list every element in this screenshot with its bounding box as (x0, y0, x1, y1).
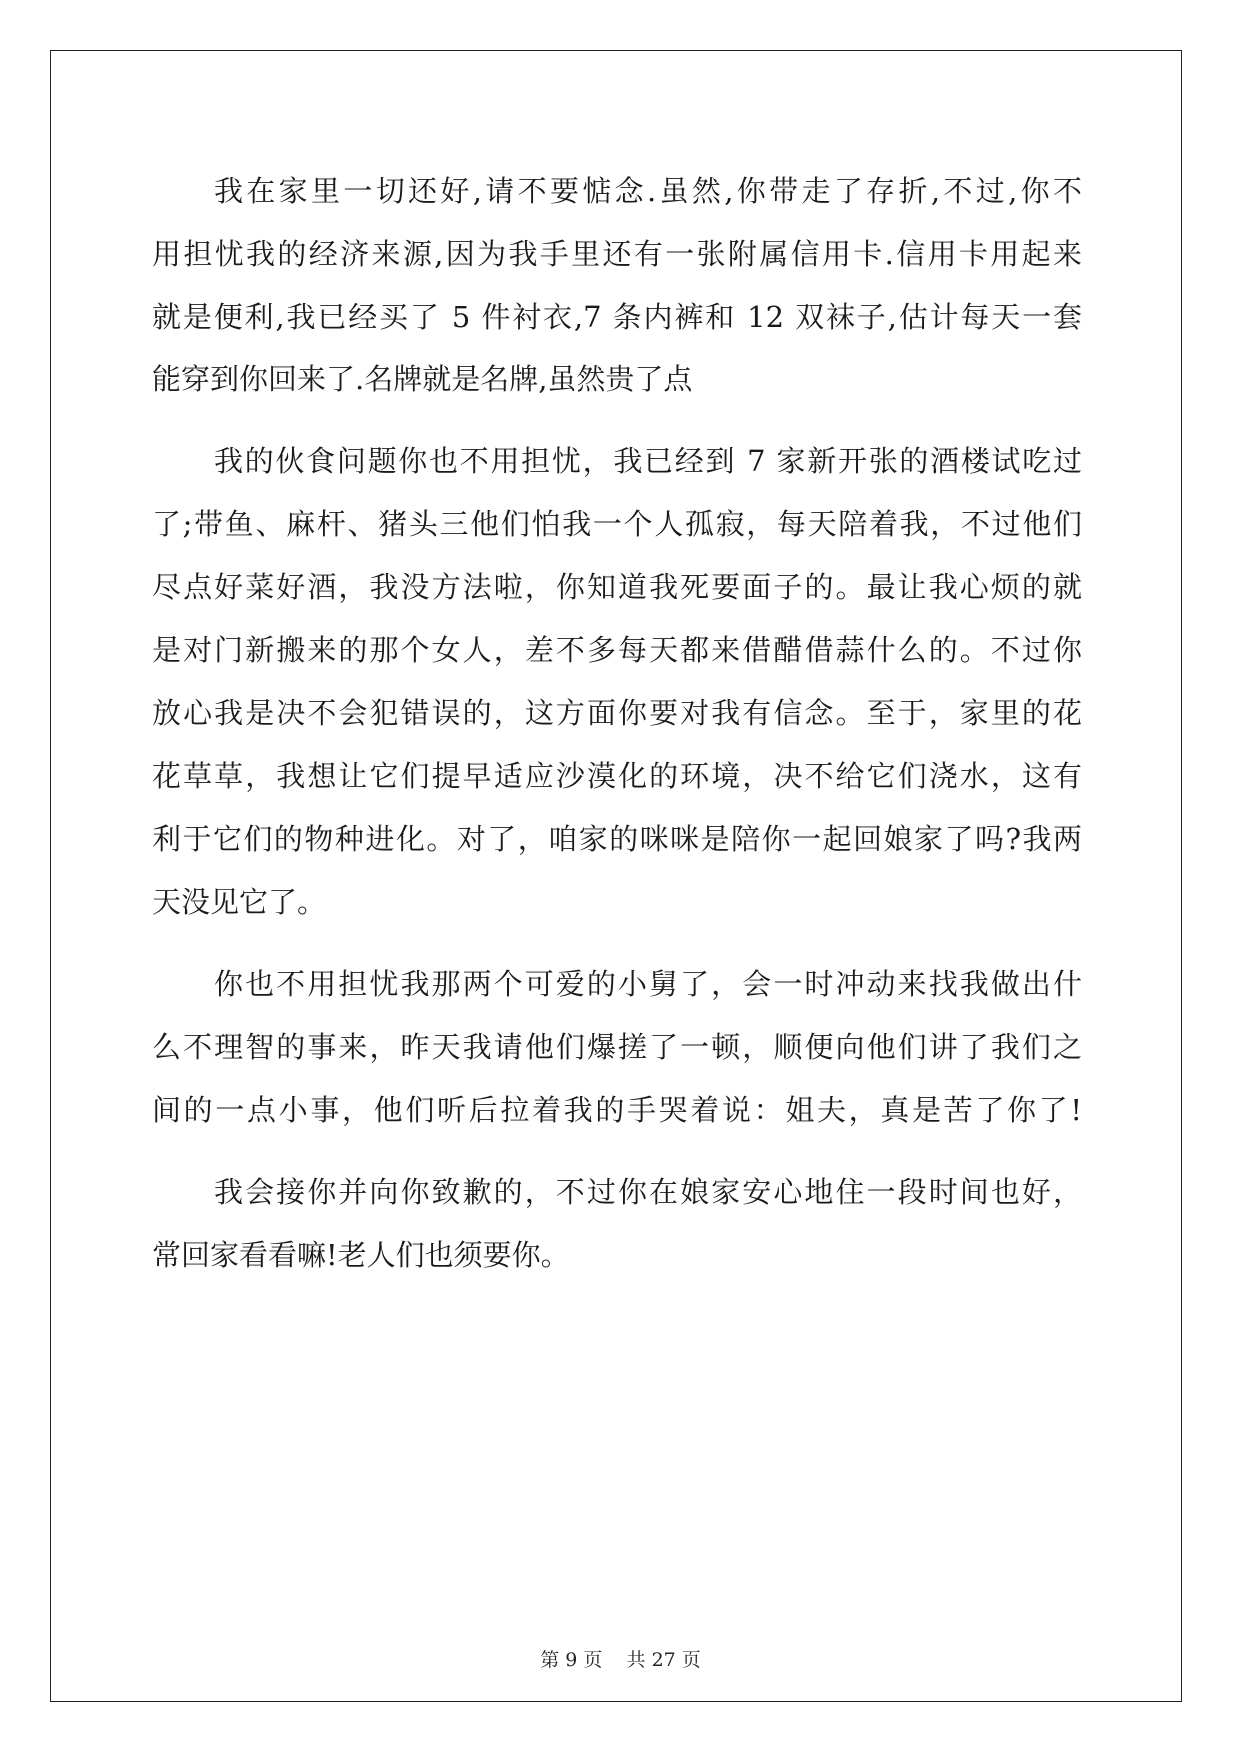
body-line: 用担忧我的经济来源,因为我手里还有一张附属信用卡.信用卡用起来 (152, 237, 1082, 271)
body-line: 我的伙食问题你也不用担忧，我已经到 7 家新开张的酒楼试吃过 (214, 444, 1082, 478)
body-line: 是对门新搬来的那个女人，差不多每天都来借醋借蒜什么的。不过你 (152, 633, 1082, 667)
body-line: 尽点好菜好酒，我没方法啦，你知道我死要面子的。最让我心烦的就 (152, 570, 1082, 604)
body-line: 了;带鱼、麻杆、猪头三他们怕我一个人孤寂，每天陪着我，不过他们 (152, 507, 1082, 541)
body-line: 我在家里一切还好,请不要惦念.虽然,你带走了存折,不过,你不 (214, 174, 1082, 208)
body-line: 就是便利,我已经买了 5 件衬衣,7 条内裤和 12 双袜子,估计每天一套 (152, 300, 1082, 334)
body-line: 能穿到你回来了.名牌就是名牌,虽然贵了点 (152, 362, 693, 396)
body-line: 常回家看看嘛!老人们也须要你。 (152, 1238, 570, 1272)
body-line: 放心我是决不会犯错误的，这方面你要对我有信念。至于，家里的花 (152, 696, 1082, 730)
body-line: 利于它们的物种进化。对了，咱家的咪咪是陪你一起回娘家了吗?我两 (152, 822, 1082, 856)
body-line: 花草草，我想让它们提早适应沙漠化的环境，决不给它们浇水，这有 (152, 759, 1082, 793)
page-number: 第 9 页 共 27 页 (540, 1649, 701, 1671)
body-line: 天没见它了。 (152, 885, 327, 919)
body-line: 我会接你并向你致歉的，不过你在娘家安心地住一段时间也好， (214, 1175, 1082, 1209)
body-line: 么不理智的事来，昨天我请他们爆搓了一顿，顺便向他们讲了我们之 (152, 1030, 1082, 1064)
body-line: 你也不用担忧我那两个可爱的小舅了，会一时冲动来找我做出什 (214, 967, 1082, 1001)
body-line: 间的一点小事，他们听后拉着我的手哭着说：姐夫，真是苦了你了! (152, 1093, 1082, 1127)
